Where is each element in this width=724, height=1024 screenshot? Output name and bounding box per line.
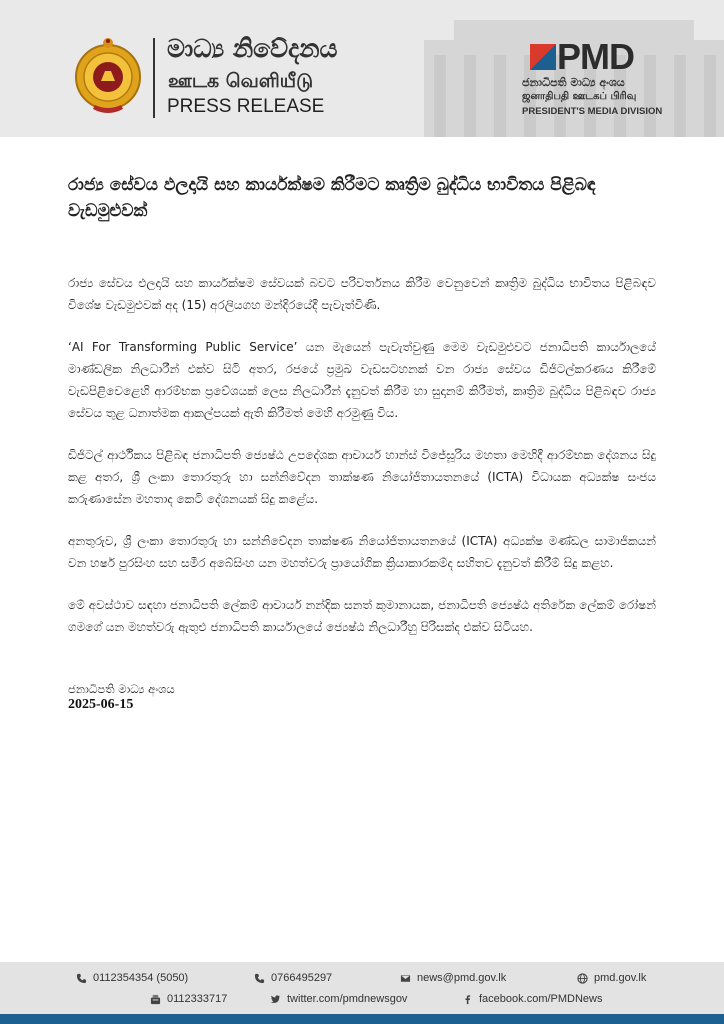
facebook-icon xyxy=(462,994,473,1005)
pmd-name-sinhala: ජනාධිපති මාධ්‍ය අංශය xyxy=(522,76,625,89)
footer-twitter-text: twitter.com/pmdnewsgov xyxy=(287,993,408,1005)
twitter-icon xyxy=(270,994,281,1005)
contact-footer xyxy=(0,962,724,1014)
footer-facebook-text: facebook.com/PMDNews xyxy=(479,993,603,1005)
body-paragraph: ‘AI For Transforming Public Service’ යන මැයෙන් පැවැත්වුණු මෙම වැඩමුළුවට ජනාධිපති කාර්යාලයේ මාණ්ඩලික නිලධාරීන් එක්ව සිටි අතර, රජයේ ප්‍රමුඛ වැඩසටහනක් වන රාජ්‍ය සේවය ඩිජිටල්කරණය කිරීමේ වැඩපිළිවෙළෙහි ආරම්භක ප්‍රවේශයක් ලෙස නිලධාරීන් දැනුවත් කිරීම හා සුදානම් කිරීමත්, කෘත්‍රිම බුද්ධිය පිළිබඳව රාජ්‍ය සේවය තුළ ධනාත්මක ආකල්පයක් ඇති කිරීමත් මෙහි අරමුණු විය. xyxy=(68,340,656,420)
footer-phone-mobile-text: 0766495297 xyxy=(271,972,333,984)
body-paragraph: ඩිජිටල් ආර්ථිකය පිළිබඳ ජනාධිපති ජ්‍යෙෂ්ඨ උපදේශක ආචාර්ය හාන්ස් විජේසූරිය මහතා මෙහිදී ආරම්භක දේශනය සිදු කළ අතර, ශ්‍රී ලංකා තොරතුරු හා සන්නිවේදන තාක්ෂණ නියෝජිතායතනයේ (ICTA) විධායක අධ්‍යක්ෂ සංජය කරුණාසේන මහතාද කෙටි දේශනයක් සිදු කළේය. xyxy=(68,448,656,506)
signature: ජනාධිපති මාධ්‍ය අංශය xyxy=(68,682,175,696)
fax-icon xyxy=(150,994,161,1005)
header-title-english: PRESS RELEASE xyxy=(167,96,325,117)
release-date: 2025-06-15 xyxy=(68,697,134,712)
body-paragraph: අනතුරුව, ශ්‍රී ලංකා තොරතුරු හා සන්නිවේදන තාක්ෂණ නියෝජිතායතනයේ (ICTA) අධ්‍යක්ෂ මණ්ඩල සාමාජිකයන් වන හර්ෂ පුරසිංහ සහ සමීර අබේසිංහ යන මහත්වරු ප්‍රායෝගික ක්‍රියාකාරකම්ද සහිතව දැනුවත් කිරීම් සිදු කළහ. xyxy=(68,534,656,570)
phone-icon xyxy=(76,973,87,984)
footer-fax[interactable] xyxy=(150,993,227,1005)
pmd-name-tamil: ஜனாதிபதி ஊடகப் பிரிவு xyxy=(522,91,637,102)
header-divider xyxy=(153,38,155,118)
footer-phone-primary-text: 0112354354 (5050) xyxy=(93,972,189,984)
press-release-title: රාජ්‍ය සේවය ඵලදායි සහ කාර්යක්ෂම කිරීමට කෘත්‍රිම බුද්ධිය භාවිතය පිළිබඳ වැඩමුළුවක් xyxy=(68,175,596,221)
footer-email-link[interactable] xyxy=(400,972,506,984)
press-release-header xyxy=(0,0,724,137)
footer-facebook-link[interactable] xyxy=(462,993,603,1005)
footer-website-text: pmd.gov.lk xyxy=(594,972,647,984)
envelope-icon xyxy=(400,973,411,984)
footer-brand-bar xyxy=(0,1014,724,1024)
pmd-logo-text: PMD xyxy=(557,36,634,77)
footer-website-link[interactable] xyxy=(577,972,646,984)
footer-twitter-link[interactable] xyxy=(270,993,407,1005)
globe-icon xyxy=(577,973,588,984)
pmd-name-english: PRESIDENT'S MEDIA DIVISION xyxy=(522,106,663,117)
body-paragraph: මේ අවස්ථාව සඳහා ජනාධිපති ලේකම් ආචාර්ය නන්දික සනත් කුමානායක, ජනාධිපති ජ්‍යෙෂ්ඨ අතිරේක ලේකම් රෝෂන් ගමගේ යන මහත්වරු ඇතුළු ජනාධිපති කාර්යාලයේ ජ්‍යෙෂ්ඨ නිලධාරීහු පිරිසක්ද එක්ව සිටියහ. xyxy=(68,598,656,634)
footer-phone-mobile[interactable] xyxy=(254,972,332,984)
body-paragraph: රාජ්‍ය සේවය ඵලදායි සහ කාර්යක්ෂම සේවයක් බවට පරිවර්තනය කිරීම වෙනුවෙන් කෘත්‍රිම බුද්ධිය භාවිතය පිළිබඳව විශේෂ වැඩමුළුවක් අද (15) අරලියගහ මන්දිරයේදී පැවැත්විණි. xyxy=(68,276,656,312)
sri-lanka-emblem-icon xyxy=(73,35,143,117)
pmd-logo-icon xyxy=(530,44,556,70)
press-release-body xyxy=(68,272,656,658)
footer-phone-primary[interactable] xyxy=(76,972,188,984)
header-title-sinhala: මාධ්‍ය නිවේදනය xyxy=(167,34,338,63)
phone-icon xyxy=(254,973,265,984)
footer-fax-text: 0112333717 xyxy=(167,993,228,1005)
header-title-tamil: ஊடக வெளியீடு xyxy=(168,70,314,92)
footer-email-text: news@pmd.gov.lk xyxy=(417,972,507,984)
